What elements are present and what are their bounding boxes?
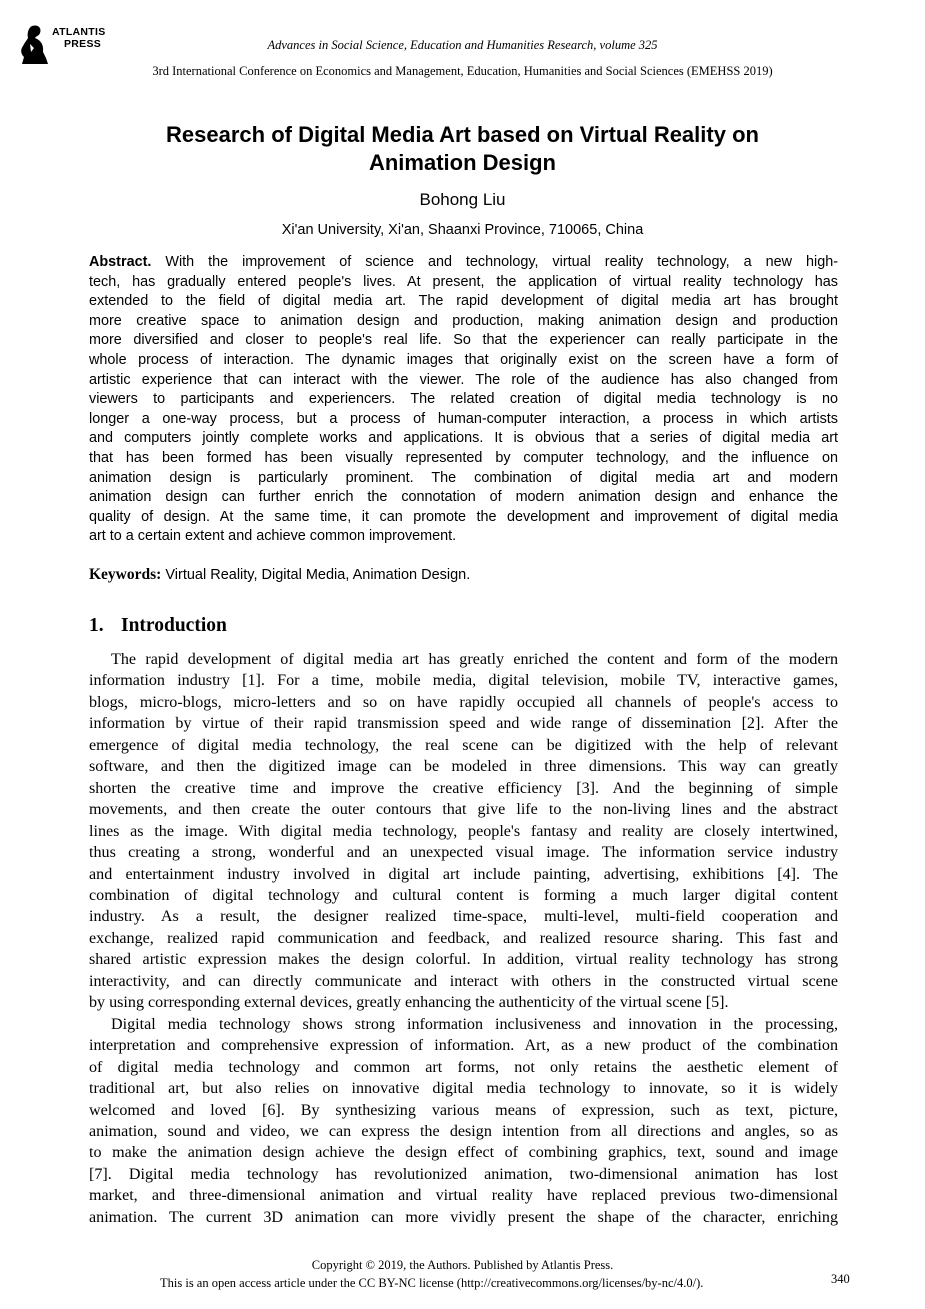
paragraph-line: of digital media technology and common art forms, not only retains the aesthetic element of bbox=[89, 1058, 838, 1076]
page-number: 340 bbox=[831, 1272, 850, 1286]
paragraph-line: [7]. Digital media technology has revolutionized animation, two-dimensional animation has lost bbox=[89, 1165, 838, 1183]
abstract-text: animation design is particularly prominent. The combination of digital media art and modern bbox=[89, 469, 838, 486]
paragraph-line: shorten the creative time and improve the creative efficiency [3]. And the beginning of simple bbox=[89, 779, 838, 797]
paragraph-line: thus creating a strong, wonderful and an unexpected visual image. The information service industry bbox=[89, 844, 838, 862]
abstract-line bbox=[89, 253, 838, 273]
logo-text-atlantis: ATLANTIS bbox=[52, 26, 106, 38]
paper-title bbox=[60, 121, 865, 177]
keywords-text: Virtual Reality, Digital Media, Animation Design. bbox=[161, 567, 471, 583]
keywords bbox=[89, 566, 470, 584]
abstract-text: whole process of interaction. The dynamic images that originally exist on the screen have a form of bbox=[89, 351, 838, 368]
paragraph-line: exchange, realized rapid communication and feedback, and realized resource sharing. This fast and bbox=[89, 929, 838, 947]
paragraph-line: market, and three-dimensional animation and virtual reality have replaced previous two-dimensional bbox=[89, 1187, 838, 1205]
paragraph-line: traditional art, but also relies on innovative digital media technology to innovate, so it is widely bbox=[89, 1080, 838, 1098]
paragraph-line: and entertainment industry involved in digital art include painting, advertising, exhibitions [4]. The bbox=[89, 865, 838, 883]
journal-name: Advances in Social Science, Education and Humanities Research, volume 325 bbox=[267, 38, 658, 52]
abstract-text: With the improvement of science and technology, virtual reality technology, a new high- bbox=[151, 254, 838, 270]
section-number: 1. bbox=[89, 615, 104, 636]
paragraph-line: animation, sound and video, we can express the design intention from all directions and angles, so as bbox=[89, 1122, 838, 1140]
abstract-line bbox=[89, 410, 838, 430]
copyright: Copyright © 2019, the Authors. Published by Atlantis Press. bbox=[311, 1258, 614, 1272]
paragraph-line: animation. The current 3D animation can more vividly present the shape of the character, enriching bbox=[89, 1208, 838, 1226]
paragraph-line: shared artistic expression makes the design colorful. In addition, virtual reality technology has strong bbox=[89, 951, 838, 969]
paragraph-line: lines as the image. With digital media technology, people's fantasy and reality are closely intertwined, bbox=[89, 822, 838, 840]
paragraph-line: software, and then the digitized image can be modeled in three dimensions. This way can greatly bbox=[89, 758, 838, 776]
introduction-body bbox=[89, 649, 838, 1228]
paragraph-line: movements, and then create the outer contours that give life to the non-living lines and the abstract bbox=[89, 801, 838, 819]
paragraph-line: The rapid development of digital media art has greatly enriched the content and form of the modern bbox=[111, 651, 838, 668]
paragraph-line: information by virtue of their rapid transmission speed and wide range of dissemination [2]. After the bbox=[89, 715, 838, 733]
abstract-text: art to a certain extent and achieve common improvement. bbox=[89, 528, 457, 545]
paragraph-line: to make the animation design achieve the design effect of combining graphics, text, sound and image bbox=[89, 1144, 838, 1162]
abstract-line bbox=[89, 292, 838, 312]
paragraph-line: information industry [1]. For a time, mobile media, digital television, mobile TV, interactive games, bbox=[89, 672, 838, 690]
section-title: Introduction bbox=[121, 615, 227, 636]
abstract-text: tech, has gradually entered people's lives. At present, the application of virtual reality technology has bbox=[89, 273, 838, 290]
abstract-text: and computers jointly complete works and applications. It is obvious that a series of digital media art bbox=[89, 430, 838, 447]
abstract-text: that has been formed has been visually represented by computer technology, and the influence on bbox=[89, 449, 838, 466]
abstract-line bbox=[89, 429, 838, 449]
paragraph-line: welcomed and loved [6]. By synthesizing various means of expression, such as text, picture, bbox=[89, 1101, 838, 1119]
abstract bbox=[89, 253, 838, 547]
abstract-text: artistic experience that can interact with the viewer. The role of the audience has also changed from bbox=[89, 371, 838, 388]
section-heading bbox=[89, 615, 227, 637]
paragraph-line: interactivity, and can directly communicate and interact with others in the constructed virtual scene bbox=[89, 972, 838, 990]
conference-name: 3rd International Conference on Economics and Management, Education, Humanities and Social Sciences (EMEHSS 2019) bbox=[152, 64, 773, 78]
title-line: Animation Design bbox=[368, 150, 556, 175]
abstract-line bbox=[89, 312, 838, 332]
abstract-text: longer a one-way process, but a process of human-computer interaction, a process in which artists bbox=[89, 410, 838, 427]
logo-text-press: PRESS bbox=[64, 38, 102, 50]
abstract-line bbox=[89, 488, 838, 508]
abstract-text: quality of design. At the same time, it can promote the development and improvement of digital media bbox=[89, 508, 838, 525]
abstract-line bbox=[89, 273, 838, 293]
abstract-line bbox=[89, 390, 838, 410]
abstract-line bbox=[89, 469, 838, 489]
paragraph-line: emergence of digital media technology, the real scene can be digitized with the help of relevant bbox=[89, 736, 838, 754]
paragraph-line: combination of digital technology and cultural content is forming a much larger digital content bbox=[89, 886, 838, 904]
abstract-line bbox=[89, 449, 838, 469]
paragraph-line: blogs, micro-blogs, micro-letters and so on have rapidly occupied all channels of people's access to bbox=[89, 693, 838, 711]
abstract-text: viewers to participants and experiencers. The related creation of digital media technology is no bbox=[89, 391, 838, 408]
title-line: Research of Digital Media Art based on Virtual Reality on bbox=[166, 122, 759, 147]
abstract-line bbox=[89, 371, 838, 391]
abstract-line bbox=[89, 331, 838, 351]
paragraph-line: Digital media technology shows strong information inclusiveness and innovation in the processing, bbox=[111, 1015, 838, 1033]
abstract-text: extended to the field of digital media art. The rapid development of digital media art has brought bbox=[89, 293, 838, 310]
abstract-text: more diversified and closer to people's real life. So that the experiencer can really participate in the bbox=[89, 332, 838, 349]
license: This is an open access article under the CC BY-NC license (http://creativecommons.org/licenses/by-nc/4.0/). bbox=[160, 1276, 704, 1290]
abstract-line bbox=[89, 508, 838, 528]
author: Bohong Liu bbox=[419, 190, 506, 209]
keywords-label: Keywords: bbox=[89, 566, 162, 583]
affiliation: Xi'an University, Xi'an, Shaanxi Province, 710065, China bbox=[281, 222, 644, 238]
paragraph-line: industry. As a result, the designer realized time-space, multi-level, multi-field cooperation and bbox=[89, 908, 838, 926]
abstract-line bbox=[89, 351, 838, 371]
abstract-text: animation design can further enrich the connotation of modern animation design and enhance the bbox=[89, 489, 838, 506]
abstract-text: more creative space to animation design and production, making animation design and production bbox=[89, 312, 838, 329]
abstract-label: Abstract. bbox=[89, 254, 152, 270]
abstract-line bbox=[89, 527, 838, 547]
paragraph-line: by using corresponding external devices, greatly enhancing the authenticity of the virtual scene [5]. bbox=[89, 994, 729, 1012]
paragraph-line: interpretation and comprehensive expression of information. Art, as a new product of the combination bbox=[89, 1037, 838, 1055]
